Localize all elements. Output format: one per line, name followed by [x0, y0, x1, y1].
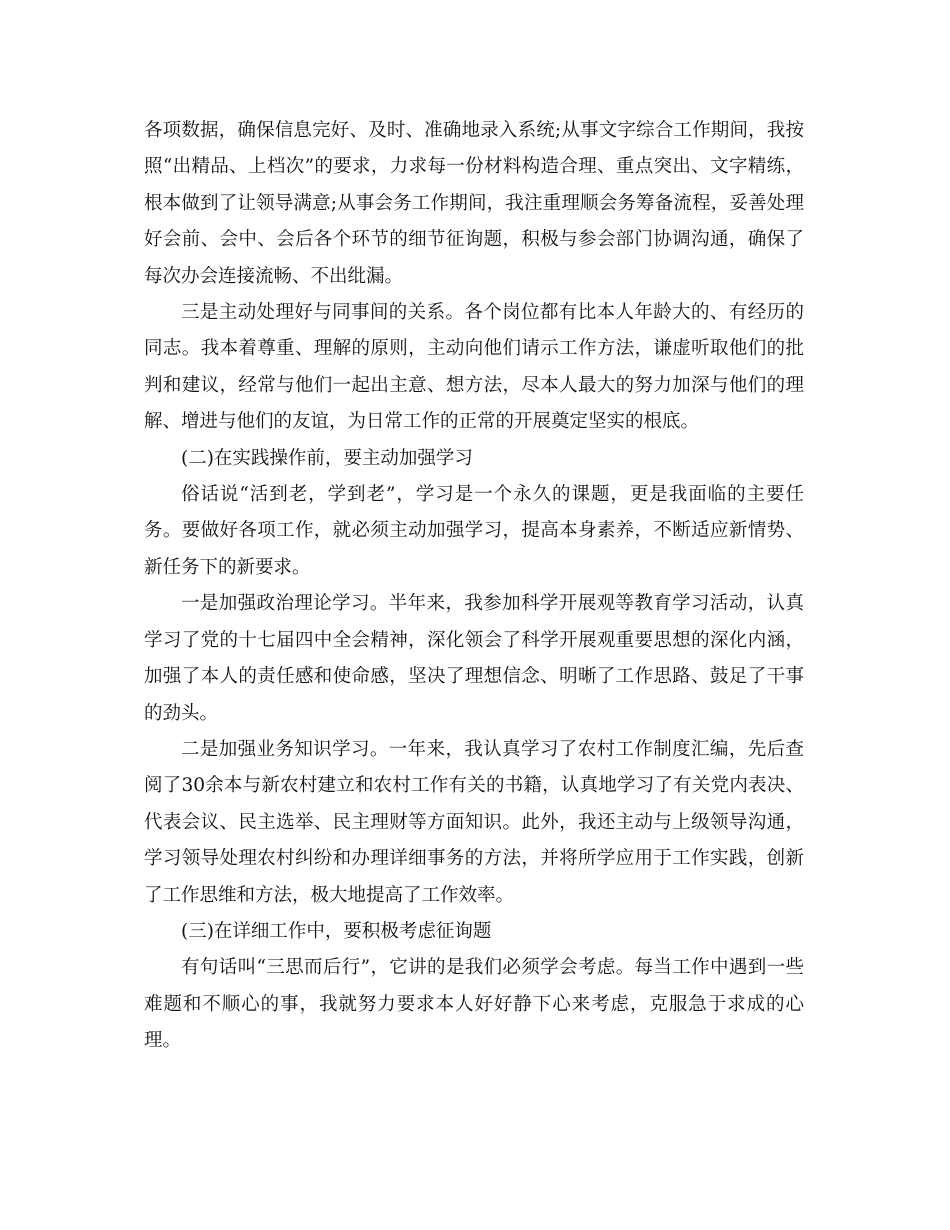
paragraph-colleague-relations: 三是主动处理好与同事间的关系。各个岗位都有比本人年龄大的、有经历的同志。我本着尊重、理解的原则，主动向他们请示工作方法，谦虚听取他们的批判和建议，经常与他们一起出主意、想方法，尽本人最大的努力加深与他们的理解、增进与他们的友谊，为日常工作的正常的开展奠定坚实的根底。 [144, 302, 804, 433]
paragraph-continuation: 各项数据，确保信息完好、及时、准确地录入系统;从事文字综合工作期间，我按照“出精品、上档次”的要求，力求每一份材料构造合理、重点突出、文字精练，根本做到了让领导满意;从事会务工作期间，我注重理顺会务筹备流程，妥善处理好会前、会中、会后各个环节的细节征询题，积极与参会部门协调沟通，确保了每次办会连接流畅、不出纰漏。 [144, 120, 804, 287]
section-heading-3: (三)在详细工作中，要积极考虑征询题 [181, 920, 492, 942]
paragraph-think-before-acting: 有句话叫“三思而后行”，它讲的是我们必须学会考虑。每当工作中遇到一些难题和不顺心的事，我就努力要求本人好好静下心来考虑，克服急于求成的心理。 [144, 957, 804, 1052]
paragraph-political-study: 一是加强政治理论学习。半年来，我参加科学开展观等教育学习活动，认真学习了党的十七届四中全会精神，深化领会了科学开展观重要思想的深化内涵，加强了本人的责任感和使命感，坚决了理想信念、明晰了工作思路、鼓足了干事的劲头。 [144, 593, 804, 724]
paragraph-business-study: 二是加强业务知识学习。一年来，我认真学习了农村工作制度汇编，先后查阅了30余本与新农村建立和农村工作有关的书籍，认真地学习了有关党内表决、代表会议、民主选举、民主理财等方面知识。此外，我还主动与上级领导沟通，学习领导处理农村纠纷和办理详细事务的方法，并将所学应用于工作实践，创新了工作思维和方法，极大地提高了工作效率。 [144, 738, 804, 906]
paragraph-learning-intro: 俗话说“活到老，学到老”，学习是一个永久的课题，更是我面临的主要任务。要做好各项工作，就必须主动加强学习，提高本身素养，不断适应新情势、新任务下的新要求。 [144, 484, 804, 578]
section-heading-2: (二)在实践操作前，要主动加强学习 [181, 447, 473, 469]
document-body [144, 113, 804, 1060]
